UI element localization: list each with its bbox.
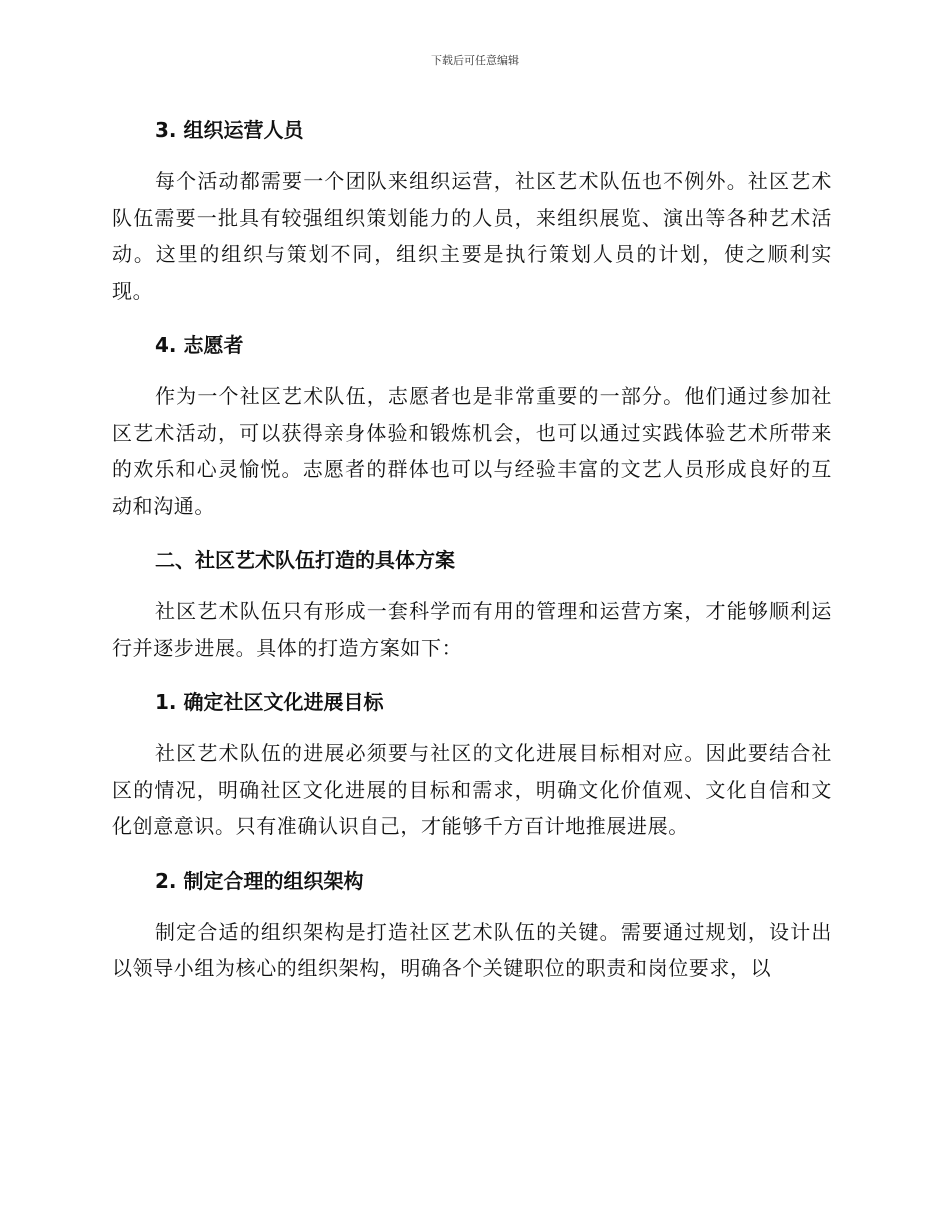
section-paragraph: 作为一个社区艺术队伍，志愿者也是非常重要的一部分。他们通过参加社区艺术活动，可以获得亲身体验和锻炼机会，也可以通过实践体验艺术所带来的欢乐和心灵愉悦。志愿者的群体也可以与经验丰富的文艺人员形成良好的互动和沟通。 bbox=[112, 384, 832, 518]
section-heading: 1. 确定社区文化进展目标 bbox=[155, 690, 384, 714]
section-heading: 4. 志愿者 bbox=[155, 333, 244, 357]
document-body bbox=[112, 110, 832, 987]
section-paragraph: 社区艺术队伍的进展必须要与社区的文化进展目标相对应。因此要结合社区的情况，明确社区文化进展的目标和需求，明确文化价值观、文化自信和文化创意意识。只有准确认识自己，才能够千方百计地推展进展。 bbox=[112, 741, 832, 838]
section-heading: 3. 组织运营人员 bbox=[155, 118, 304, 142]
section-heading: 2. 制定合理的组织架构 bbox=[155, 868, 364, 893]
page-header: 下载后可任意编辑 bbox=[431, 54, 519, 67]
section-paragraph: 社区艺术队伍只有形成一套科学而有用的管理和运营方案，才能够顺利运行并逐步进展。具体的打造方案如下： bbox=[112, 599, 832, 660]
section-paragraph: 制定合适的组织架构是打造社区艺术队伍的关键。需要通过规划，设计出以领导小组为核心的组织架构，明确各个关键职位的职责和岗位要求，以 bbox=[112, 919, 832, 980]
section-heading: 二、社区艺术队伍打造的具体方案 bbox=[155, 548, 455, 572]
section-paragraph: 每个活动都需要一个团队来组织运营，社区艺术队伍也不例外。社区艺术队伍需要一批具有较强组织策划能力的人员，来组织展览、演出等各种艺术活动。这里的组织与策划不同，组织主要是执行策划人员的计划，使之顺利实现。 bbox=[112, 169, 832, 303]
